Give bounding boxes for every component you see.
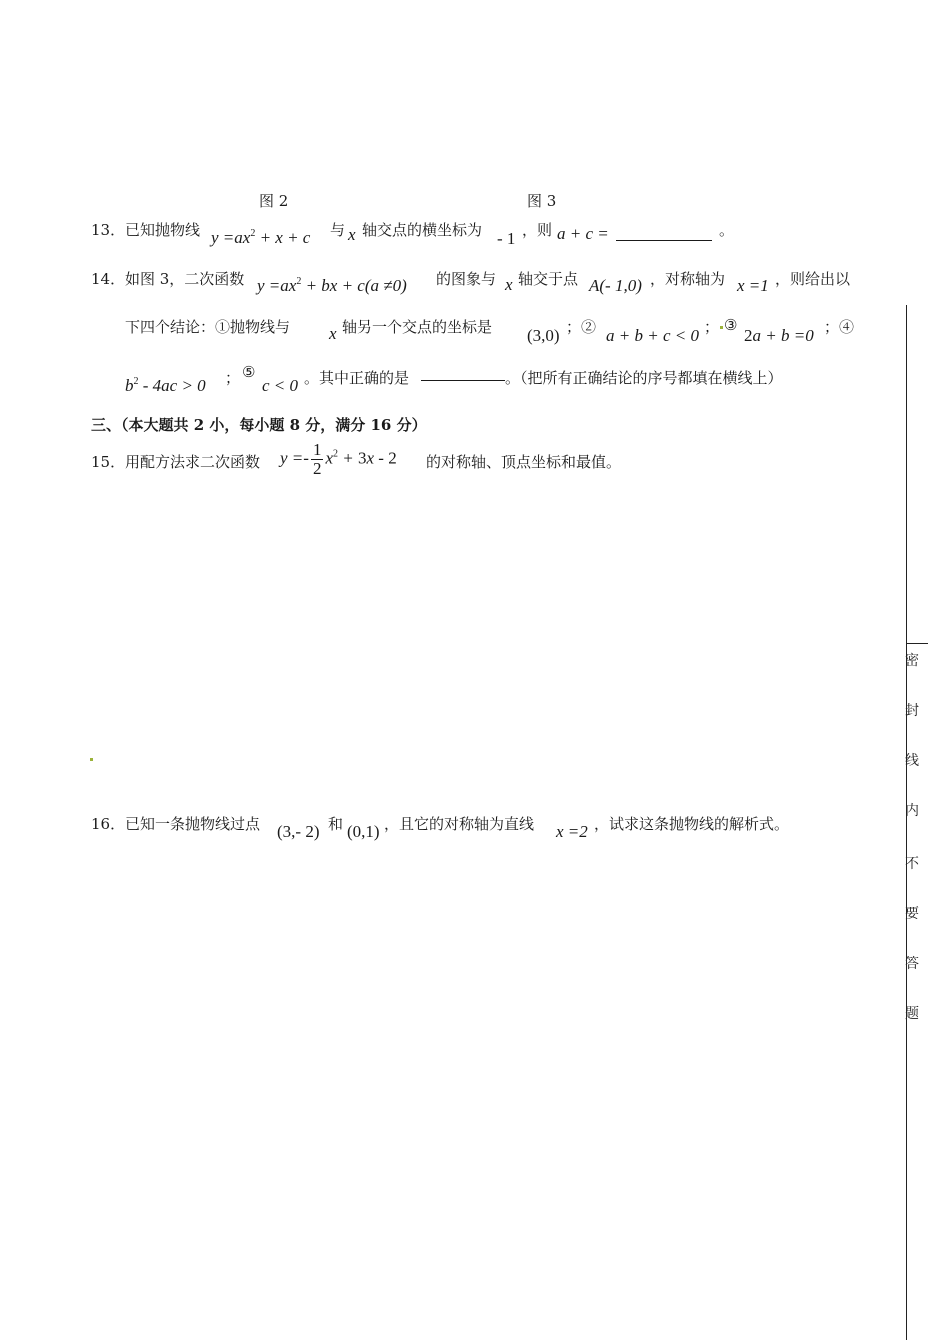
question-text: 轴另一个交点的坐标是 [342, 318, 493, 336]
conclusion-3-expression: 2a + b =0 [744, 326, 814, 345]
point-a: A(- 1,0) [589, 276, 642, 295]
question-text: 已知一条抛物线过点 [125, 815, 261, 833]
point-coordinates: (3,0) [527, 326, 560, 345]
question-text: ，试求这条抛物线的解析式。 [594, 815, 790, 833]
stray-mark [720, 326, 723, 329]
stray-mark [90, 758, 93, 761]
question-text: ；② [566, 318, 597, 336]
quadratic-function: y =- $\frac{1}{2}$ $x^2 + 3x - 2$ [280, 440, 397, 478]
axis-of-symmetry: x =1 [737, 276, 769, 295]
question-text: ，且它的对称轴为直线 [384, 815, 535, 833]
question-text: ，对称轴为 [650, 270, 726, 288]
question-text: 如图 3，二次函数 [125, 270, 245, 288]
conclusion-5-marker: ⑤ [242, 363, 256, 381]
question-text: ，则 [522, 221, 553, 239]
question-text: 已知抛物线 [125, 221, 201, 239]
fraction-denominator: 2 [312, 459, 322, 478]
conclusion-3-marker: ③ [724, 316, 738, 334]
seal-line-char: 内 [905, 803, 919, 819]
axis-of-symmetry: x =2 [556, 822, 588, 841]
question-text: 轴交点的横坐标为 [362, 221, 483, 239]
question-text: ；④ [824, 318, 855, 336]
question-text: 的图象与 [436, 270, 497, 288]
section-heading: 三、（本大题共 2 小，每小题 8 分，满分 16 分） [91, 416, 427, 434]
fraction-numerator: 1 [312, 440, 322, 459]
seal-line-char: 不 [905, 856, 919, 872]
question-text: 和 [328, 815, 344, 833]
figure-2-caption: 图 2 [259, 192, 289, 210]
question-text: 与 [330, 221, 346, 239]
question-text: 用配方法求二次函数 [125, 453, 261, 471]
math-x: x [348, 225, 356, 244]
figure-3-caption: 图 3 [527, 192, 557, 210]
math-x: x [505, 275, 513, 294]
seal-line-char: 答 [905, 956, 919, 972]
question-text: ； [704, 318, 720, 336]
conclusion-5-expression: c < 0 [262, 376, 299, 395]
math-x: x [329, 324, 337, 343]
parabola-equation: $y =ax^2 + x + c$ [211, 228, 311, 247]
point-1: (3,- 2) [277, 822, 320, 841]
question-number: 14． [91, 270, 126, 288]
question-text: ； [225, 369, 241, 387]
question-text: ，则给出以 [775, 270, 851, 288]
seal-line-char: 密 [905, 653, 919, 669]
question-text: 。其中正确的是 [304, 369, 410, 387]
seal-line [906, 305, 907, 1340]
question-text: 。（把所有正确结论的序号都填在横线上） [505, 369, 783, 387]
question-text: 下四个结论：①抛物线与 [125, 318, 291, 336]
answer-blank[interactable] [421, 368, 505, 381]
question-text: 轴交于点 [518, 270, 579, 288]
quadratic-equation: $y =ax^2$ + bx + c(a ≠0) [257, 276, 407, 295]
seal-line-char: 封 [905, 703, 919, 719]
question-text: 。 [719, 221, 735, 239]
question-number: 13． [91, 221, 126, 239]
question-number: 15． [91, 453, 126, 471]
point-2: (0,1) [347, 822, 380, 841]
question-number: 16． [91, 815, 126, 833]
conclusion-2-expression: a + b + c < 0 [606, 326, 699, 345]
seal-line-char: 题 [905, 1006, 919, 1022]
question-text: 的对称轴、顶点坐标和最值。 [426, 453, 622, 471]
seal-line-char: 要 [905, 906, 919, 922]
math-value: - 1 [497, 229, 516, 248]
answer-blank[interactable] [616, 228, 712, 241]
math-expression: a + c = [557, 224, 609, 243]
seal-line-tick [906, 643, 928, 644]
conclusion-4-expression: $b^2 - 4ac > 0$ [125, 376, 206, 395]
seal-line-char: 线 [905, 753, 919, 769]
